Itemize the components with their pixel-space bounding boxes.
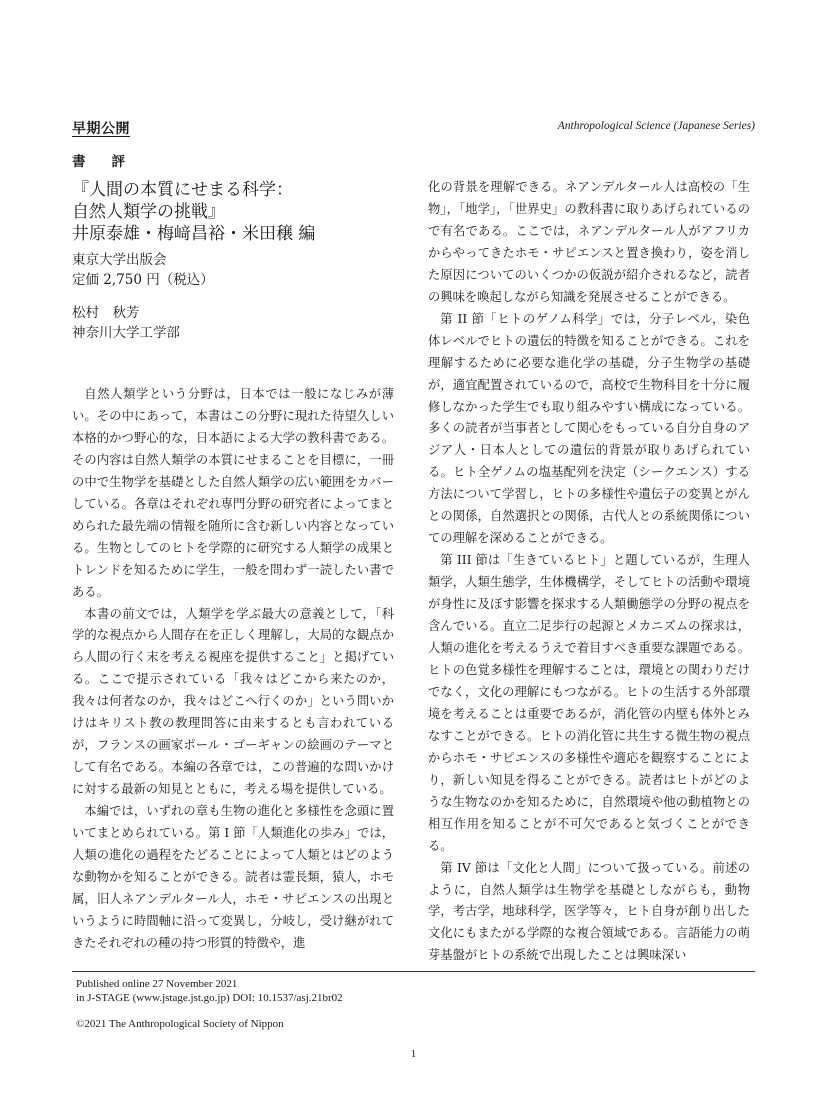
reviewer-name: 松村 秋芳 <box>72 305 140 321</box>
body-paragraph: 本編では，いずれの章も生物の進化と多様性を念頭に置いてまとめられている。第 I 節「人類進化の歩み」では，人類の進化の過程をたどることによって人類とはどのような動物かを知ることができる。読者は霊長類，猿人，ホモ属，旧人ネアンデルタール人，ホモ・サピエンスの出現というように時間軸に沿って変異し，分岐し，受け継がれてきたそれぞれの種の持つ形質的特徴や，進 <box>72 804 394 950</box>
body-paragraph-continued: 化の背景を理解できる。ネアンデルタール人は高校の「生物」，「地学」，「世界史」の教科書に取りあげられているので有名である。ここでは，ネアンデルタール人がアフリカからやってきたホモ・サピエンスと置き換わり，姿を消した原因についてのいくつかの仮説が紹介されるなど，読者の興味を喚起しながら知識を発展させることができる。 <box>428 180 750 304</box>
publication-info <box>72 250 214 290</box>
copyright: ©2021 The Anthropological Society of Nippon <box>76 1018 284 1030</box>
price: 定価 2,750 円（税込） <box>72 272 214 288</box>
doi-line: in J-STAGE (www.jstage.jst.go.jp) DOI: 10.1537/asj.21br02 <box>76 991 343 1004</box>
book-title <box>72 179 352 245</box>
body-paragraph: 第 II 節「ヒトのゲノム科学」では，分子レベル，染色体レベルでヒトの遺伝的特徴を知ることができる。これを理解するために必要な進化学の基礎，分子生物学の基礎が，適宜配置されているので，高校で生物科目を十分に履修しなかった学生でも取り組みやすい構成になっている。多くの読者が当事者として関心をもっている自分自身のアジア人・日本人としての遺伝的背景が取りあげられている。ヒト全ゲノムの塩基配列を決定（シークエンス）する方法について学習し，ヒトの多様性や遺伝子の変異とがんとの関係，自然選択との関係，古代人との系統関係についての理解を深めることができる。 <box>428 311 750 546</box>
book-editors: 井原泰雄・梅﨑昌裕・米田穣 編 <box>72 224 316 244</box>
page-number: 1 <box>410 1048 417 1060</box>
book-title-line: 自然人類学の挑戦』 <box>72 202 225 222</box>
reviewer-affiliation: 神奈川大学工学部 <box>72 325 180 341</box>
body-paragraph: 自然人類学という分野は，日本では一般になじみが薄い。その中にあって，本書はこの分野に現れた待望久しい本格的かつ野心的な，日本語による大学の教科書である。その内容は自然人類学の本質にせまることを目標に，一冊の中で生物学を基礎とした自然人類学の広い範囲をカバーしている。各章はそれぞれ専門分野の研究者によってまとめられた最先端の情報を随所に含む新しい内容となっている。生物としてのヒトを学際的に研究する人類学の成果とトレンドを知るために学生，一般を問わず一読したい書である。 <box>72 387 394 599</box>
footer-divider <box>72 971 755 972</box>
right-column <box>428 177 750 967</box>
body-paragraph: 本書の前文では，人類学を学ぶ最大の意義として，「科学的な視点から人間存在を正しく理解し，大局的な観点から人間の行く末を考える視座を提供すること」と掲げている。ここで提示されている「我々はどこから来たのか，我々は何者なのか，我々はどこへ行くのか」という問いかけはキリスト教の教理問答に由来するとも言われているが，フランスの画家ポール・ゴーギャンの絵画のテーマとして有名である。本編の各章では，この普遍的な問いかけに対する最新の知見とともに，考える場を提供している。 <box>72 606 394 797</box>
early-publication-label: 早期公開 <box>72 121 130 137</box>
journal-name: Anthropological Science (Japanese Series) <box>557 120 755 132</box>
left-column <box>72 384 394 955</box>
published-date: Published online 27 November 2021 <box>76 978 238 990</box>
body-paragraph: 第 III 節は「生きているヒト」と題しているが，生理人類学，人類生態学，生体機構学，そしてヒトの活動や環境が身性に及ぼす影響を探求する人類働態学の分野の視点を含んでいる。直立二足歩行の起源とメカニズムの探求は，人類の進化を考えるうえで着目すべき重要な課題である。ヒトの色覚多様性を理解することは，環境との関わりだけでなく，文化の理解にもつながる。ヒトの生活する外部環境を考えることは重要であるが，消化管の内壁も体外とみなすことができる。ヒトの消化管に共生する微生物の視点からホモ・サピエンスの多様性や適応を観察することにより，新しい知見を得ることができる。読者はヒトがどのような生物なのかを知るために，自然環境や他の動植物との相互作用を知ることが不可欠であると気づくことができる。 <box>428 553 750 853</box>
body-paragraph: 第 IV 節は「文化と人間」について扱っている。前述のように，自然人類学は生物学を基礎としながらも，動物学，考古学，地球科学，医学等々，ヒト自身が創り出した文化にもまたがる学際的な複合領域である。言語能力の萌芽基盤がヒトの系統で出現したことは興味深い <box>428 860 750 963</box>
publisher: 東京大学出版会 <box>72 252 167 268</box>
section-label: 書評 <box>72 154 151 170</box>
book-title-line: 『人間の本質にせまる科学： <box>72 180 293 200</box>
publication-footer <box>76 978 343 1005</box>
reviewer-info <box>72 303 180 343</box>
